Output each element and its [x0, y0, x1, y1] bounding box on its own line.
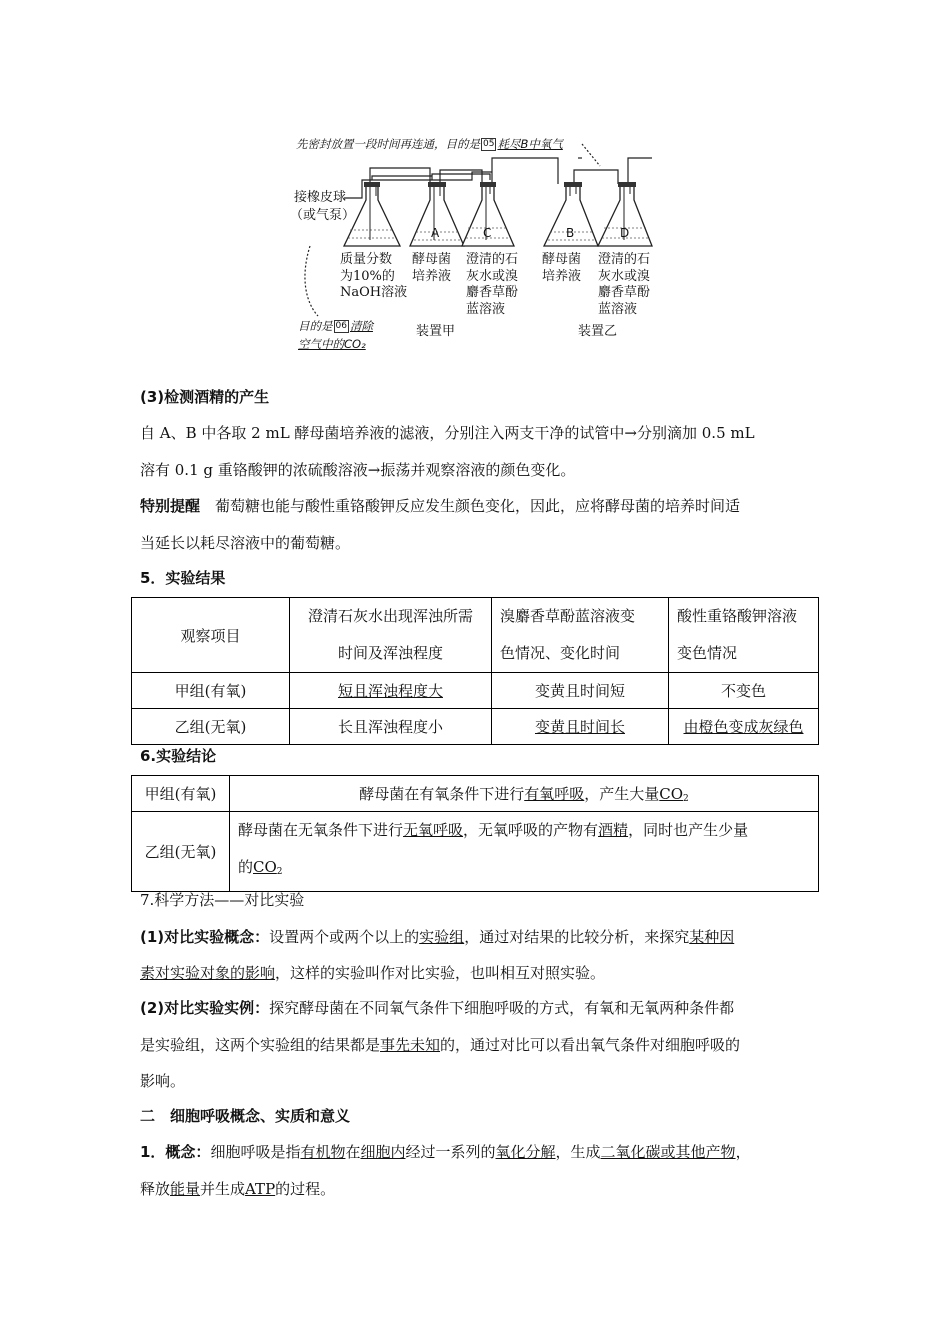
flask-label-c: C [483, 226, 492, 240]
header-col3 [669, 598, 819, 673]
c2-post: ，同时也产生少量 [628, 821, 749, 839]
results-row-aerobic [132, 673, 819, 709]
results-header-row [132, 598, 819, 673]
c2-mid: ，无氧呼吸的产物有 [463, 821, 599, 839]
c2-u2: 酒精 [598, 821, 629, 839]
p1-u1: 实验组 [419, 928, 465, 946]
naoh-label-line: NaOH溶液 [340, 285, 408, 300]
pump-label-1: 接橡皮球 [294, 190, 347, 205]
yeast-label-line: 培养液 [412, 268, 452, 284]
method-p1-line2 [140, 962, 605, 983]
concept-label: 1．概念： [140, 1143, 211, 1161]
c1-mid: ，产生大量 [584, 785, 660, 803]
p2-label: (2)对比实验实例： [140, 999, 270, 1017]
naoh-label-line: 为10%的 [340, 268, 395, 284]
concept-c: 经过一系列的 [405, 1143, 496, 1161]
p1-u2: 某种因 [689, 928, 735, 946]
top-note-suffix: 耗尽B中氧气 [497, 137, 563, 151]
c2-line2 [238, 849, 818, 891]
yeast-label-b [542, 252, 581, 285]
yeast-label-a [412, 252, 451, 285]
yeast-label-line: 酵母菌 [412, 252, 452, 267]
bottom-note-line2: 空气中的CO₂ [298, 337, 366, 351]
naoh-label-line: 质量分数 [340, 252, 393, 267]
row1-c2: 变黄且时间短 [492, 673, 669, 709]
method-p2-line1 [140, 997, 734, 1018]
p1-u3: 素对实验对象的影响 [140, 964, 276, 982]
row1-label: 甲组(有氧) [132, 673, 290, 709]
bottom-note-suffix: 清除 [349, 319, 373, 333]
flask-label-a: A [431, 226, 440, 240]
conclusion-row2-label: 乙组(无氧) [132, 812, 230, 892]
header-col3-line: 酸性重铬酸钾溶液 [677, 607, 798, 625]
conclusion-row-anaerobic [132, 812, 819, 892]
device-label-2: 装置乙 [578, 324, 618, 339]
c2-co2-text: CO [253, 858, 277, 876]
top-note-prefix: 先密封放置一段时间再连通，目的是 [296, 137, 480, 151]
row1-c1-text: 短且浑浊程度大 [337, 682, 443, 700]
concept-b: 在 [345, 1143, 361, 1161]
c2-u1: 无氧呼吸 [403, 821, 464, 839]
header-col1-line: 时间及浑浊程度 [337, 644, 443, 662]
lime-label-line: 麝香草酚 [466, 285, 519, 300]
bottom-note-line1 [298, 318, 373, 334]
header-col2-line: 溴麝香草酚蓝溶液变 [500, 607, 636, 625]
row1-c1 [290, 673, 492, 709]
concept-u4: 二氧化碳或其他产物 [600, 1143, 736, 1161]
c1-co2-text: CO [659, 785, 684, 803]
conclusion-row2-text [230, 812, 819, 892]
part2-heading: 二 细胞呼吸概念、实质和意义 [140, 1107, 351, 1125]
top-note [296, 136, 563, 152]
conclusion-table [131, 775, 819, 892]
concept-e: ， [735, 1143, 751, 1161]
section3-heading: (3)检测酒精的产生 [140, 388, 270, 406]
c1-co2 [659, 785, 689, 803]
row1-c3: 不变色 [669, 673, 819, 709]
c1-pre: 酵母菌在有氧条件下进行 [359, 785, 525, 803]
concept-a: 细胞呼吸是指 [210, 1143, 301, 1161]
row2-c1: 长且浑浊程度小 [290, 709, 492, 745]
results-table [131, 597, 819, 745]
concept-line1 [140, 1141, 751, 1162]
concept-u3: 氧化分解 [495, 1143, 556, 1161]
flask-label-d: D [620, 226, 630, 240]
flask-label-b: B [566, 226, 575, 240]
p2-b: 是实验组，这两个实验组的结果都是 [140, 1036, 381, 1054]
header-col1-line: 澄清石灰水出现浑浊所需 [307, 607, 473, 625]
c2-l2-pre: 的 [238, 858, 254, 876]
method-heading: 7.科学方法——对比实验 [140, 891, 305, 909]
method-p2-line2 [140, 1034, 740, 1055]
header-col2-line: 色情况、变化时间 [500, 644, 621, 662]
concept-u2: 细胞内 [360, 1143, 406, 1161]
results-row-anaerobic [132, 709, 819, 745]
reminder-line1 [140, 495, 740, 516]
concept-u5: 能量 [170, 1180, 201, 1198]
results-heading: 5．实验结果 [140, 569, 226, 587]
conclusion-heading: 6.实验结论 [140, 747, 217, 765]
c2-line1 [238, 812, 818, 849]
concept-u1: 有机物 [300, 1143, 346, 1161]
method-p2-line3: 影响。 [140, 1072, 186, 1090]
lime-label-line: 灰水或溴 [598, 268, 651, 284]
concept-line2 [140, 1178, 335, 1199]
concept-h: 的过程。 [275, 1180, 336, 1198]
lime-label-line: 麝香草酚 [598, 285, 651, 300]
bottom-note-prefix: 目的是 [298, 319, 333, 333]
row2-label: 乙组(无氧) [132, 709, 290, 745]
lime-label-line: 澄清的石 [466, 252, 519, 267]
p1-c: ，这样的实验叫作对比实验，也叫相互对照实验。 [275, 964, 606, 982]
lime-label-line: 澄清的石 [598, 252, 651, 267]
c1-u1: 有氧呼吸 [524, 785, 585, 803]
naoh-label [340, 252, 407, 302]
yeast-label-line: 酵母菌 [542, 252, 582, 267]
row2-c2-text: 变黄且时间长 [534, 718, 625, 736]
c2-pre: 酵母菌在无氧条件下进行 [238, 821, 404, 839]
c2-co2 [253, 858, 283, 876]
lime-label-line: 灰水或溴 [466, 268, 519, 284]
row2-c2 [492, 709, 669, 745]
reminder-line2: 当延长以耗尽溶液中的葡萄糖。 [140, 534, 351, 552]
p1-a: 设置两个或两个以上的 [269, 928, 420, 946]
header-col1 [290, 598, 492, 673]
conclusion-row1-text [230, 776, 819, 812]
pump-label-2: （或气泵） [290, 208, 356, 223]
p2-c: 的，通过对比可以看出氧气条件对细胞呼吸的 [440, 1036, 741, 1054]
bottom-note-box: 06 [335, 321, 347, 331]
header-col2 [492, 598, 669, 673]
header-col3-line: 变色情况 [677, 644, 738, 662]
p1-b: ，通过对结果的比较分析，来探究 [464, 928, 690, 946]
method-p1-line1 [140, 926, 734, 947]
c1-co2-sub: 2 [683, 794, 689, 804]
top-note-box: 05 [483, 139, 495, 149]
row2-c3-text: 由橙色变成灰绿色 [683, 718, 804, 736]
lime-label-line: 蓝溶液 [598, 301, 638, 317]
device-label-1: 装置甲 [416, 324, 456, 339]
concept-g: 并生成 [200, 1180, 246, 1198]
section3-line2: 溶有 0.1 g 重铬酸钾的浓硫酸溶液→振荡并观察溶液的颜色变化。 [140, 461, 576, 479]
p1-label: (1)对比实验概念： [140, 928, 270, 946]
c2-co2-sub: 2 [276, 867, 283, 877]
concept-f: 释放 [140, 1180, 171, 1198]
reminder-label: 特别提醒 [140, 497, 201, 515]
lime-label-c [466, 252, 518, 318]
conclusion-row-aerobic [132, 776, 819, 812]
p2-a: 探究酵母菌在不同氧气条件下细胞呼吸的方式，有氧和无氧两种条件都 [269, 999, 735, 1017]
yeast-label-line: 培养液 [542, 268, 582, 284]
header-col0: 观察项目 [132, 598, 290, 673]
reminder-text: 葡萄糖也能与酸性重铬酸钾反应发生颜色变化，因此，应将酵母菌的培养时间适 [215, 497, 741, 515]
conclusion-row1-label: 甲组(有氧) [132, 776, 230, 812]
concept-u6: ATP [245, 1180, 276, 1198]
section3-line1: 自 A、B 中各取 2 mL 酵母菌培养液的滤液，分别注入两支干净的试管中→分别滴加 0.5 mL [140, 424, 755, 442]
lime-label-d [598, 252, 650, 318]
apparatus-figure [282, 128, 672, 358]
lime-label-line: 蓝溶液 [466, 301, 506, 317]
concept-d: ，生成 [555, 1143, 601, 1161]
p2-u1: 事先未知 [380, 1036, 441, 1054]
row2-c3 [669, 709, 819, 745]
